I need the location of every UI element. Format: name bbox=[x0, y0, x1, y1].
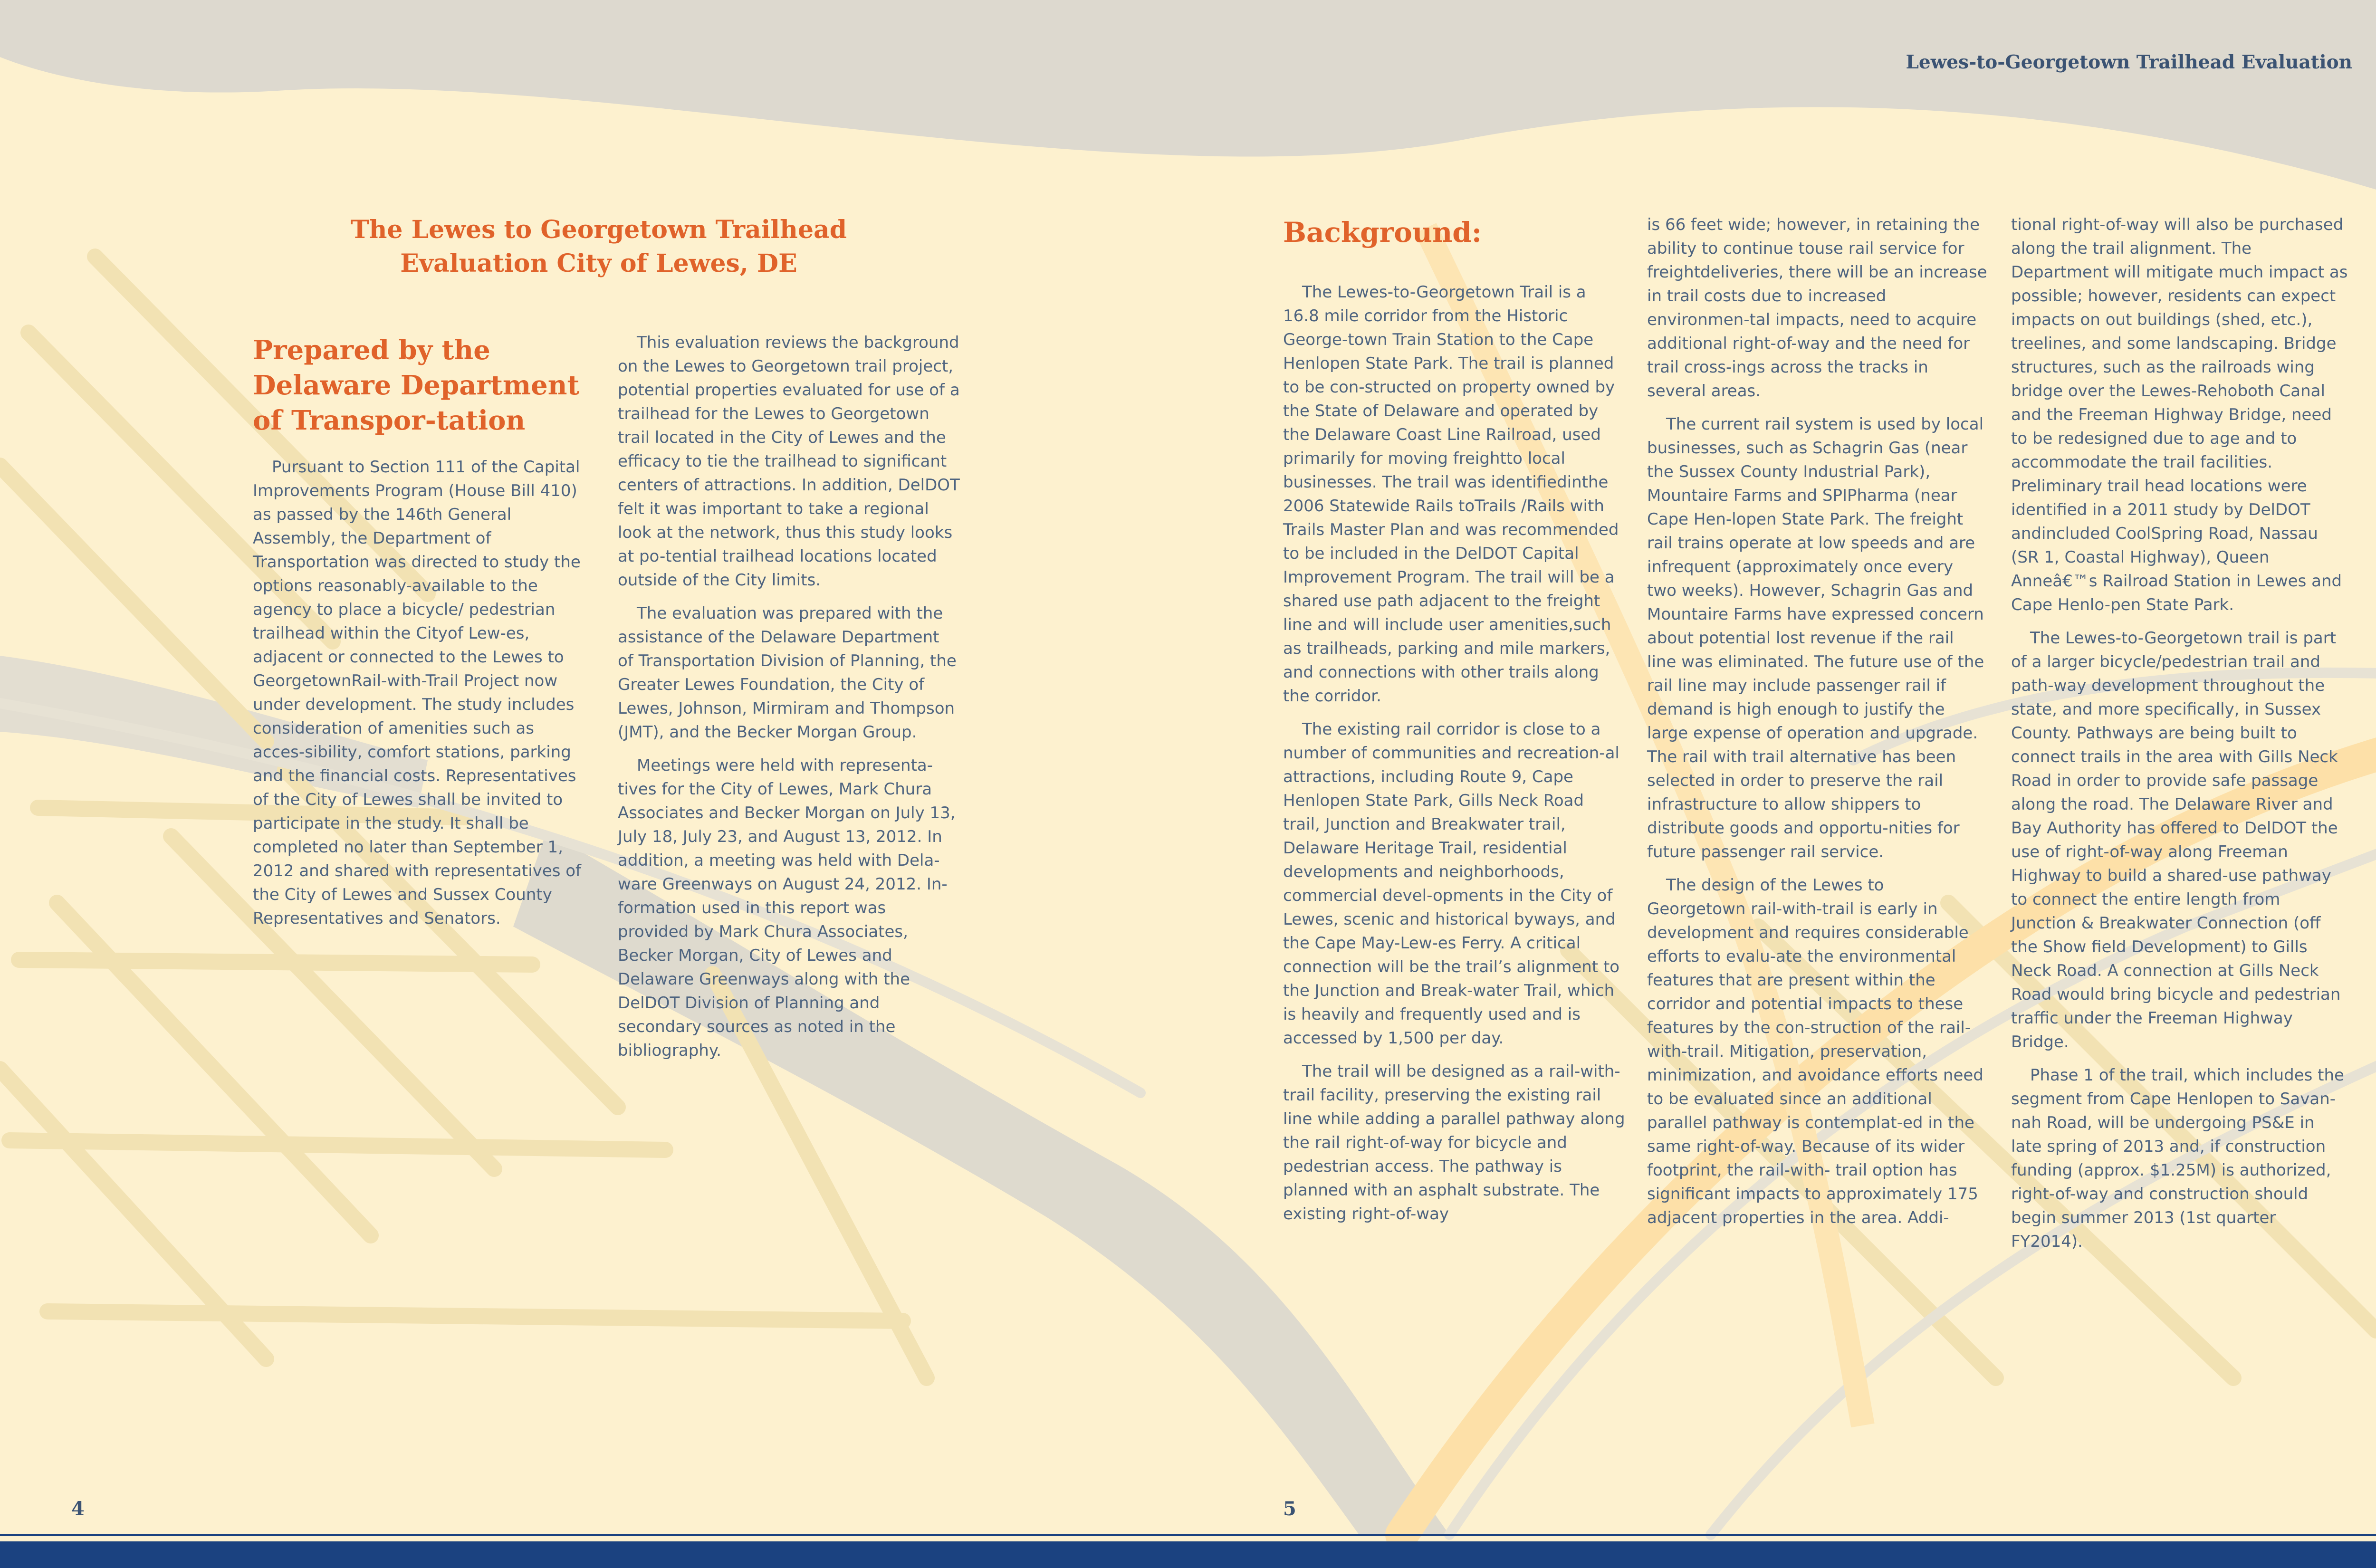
paragraph: The trail will be designed as a rail-with-trail facility, preserving the existing rail line while adding a parallel pathway along the rail right-of-way for bicycle and pedestrian access. The pathway is planned with an asphalt substrate. The existing right-of-way bbox=[1283, 1062, 1625, 1224]
paragraph: Phase 1 of the trail, which includes the segment from Cape Henlopen to Savan-nah Road, will be undergoing PS&E in late spring of 2013 and, if construction funding (approx. $1.25M) is authorized, right-of-way and construction should begin summer 2013 (1st quarter FY2014). bbox=[2011, 1066, 2344, 1251]
paragraph: Meetings were held with representa-tives for the City of Lewes, Mark Chura Associates and Becker Morgan on July 13, July 18, July 23, and August 13, 2012. In addition, a meeting was held with Dela-ware Greenways on August 24, 2012. In-formation used in this report was provided by Mark Chura Associates, Becker Morgan, City of Lewes and Delaware Greenways along with the DelDOT Division of Planning and secondary sources as noted in the bibliography. bbox=[618, 756, 956, 1060]
page-number-left: 4 bbox=[71, 1498, 85, 1520]
paragraph: The Lewes-to-Georgetown trail is part of a larger bicycle/pedestrian trail and path-way development throughout the state, and more specifically, in Sussex County. Pathways are being built to connect trails in the area with Gills Neck Road in order to provide safe passage along the road. The Delaware River and Bay Authority has offered to DelDOT the use of right-of-way along Freeman Highway to build a shared-use pathway to connect the entire length from Junction & Breakwater Connection (off the Show field Development) to Gills Neck Road. A connection at Gills Neck Road would bring bicycle and pedestrian traffic under the Freeman Highway Bridge. bbox=[2011, 629, 2341, 1052]
text-column-left-a bbox=[253, 455, 583, 940]
paragraph: The current rail system is used by local businesses, such as Schagrin Gas (near the Sussex County Industrial Park), Mountaire Farms and SPIPharma (near Cape Hen-lopen State Park. The freight rail trains operate at low speeds and are infrequent (approximately once every two weeks). However, Schagrin Gas and Mountaire Farms have expressed concern about potential lost revenue if the rail line was eliminated. The future use of the rail line may include passenger rail if demand is high enough to justify the large expense of operation and upgrade. The rail with trail alternative has been selected in order to preserve the rail infrastructure to allow shippers to distribute goods and opportu-nities for future passenger rail service. bbox=[1647, 415, 1984, 861]
paragraph: The design of the Lewes to Georgetown rail-with-trail is early in development and requires considerable efforts to evalu-ate the environmental features that are present within the corridor and potential impacts to these features by the con-struction of the rail-with-trail. Mitigation, preservation, minimization, and avoidance efforts need to be evaluated since an additional parallel pathway is contemplat-ed in the same right-of-way. Because of its wider footprint, the rail-with- trail option has significant impacts to approximately 175 adjacent properties in the area. Addi- bbox=[1647, 876, 1983, 1227]
background-heading: Background: bbox=[1283, 216, 1482, 249]
paragraph: This evaluation reviews the background on the Lewes to Georgetown trail project, potential properties evaluated for use of a trailhead for the Lewes to Georgetown trail located in the City of Lewes and the efficacy to tie the trailhead to significant centers of attractions. In addition, DelDOT felt it was important to take a regional look at the network, thus this study looks at po-tential trailhead locations located outside of the City limits. bbox=[618, 333, 960, 590]
paragraph: The evaluation was prepared with the assistance of the Delaware Department of Transportation Division of Planning, the Greater Lewes Foundation, the City of Lewes, Johnson, Mirmiram and Thompson (JMT), and the Becker Morgan Group. bbox=[618, 604, 957, 742]
paragraph: Pursuant to Section 111 of the Capital Improvements Program (House Bill 410) as passed by the 146th General Assembly, the Department of Transportation was directed to study the options reasonably-available to the agency to place a bicycle/ pedestrian trailhead within the Cityof Lew-es, adjacent or connected to the Lewes to GeorgetownRail-with-Trail Project now under development. The study includes consideration of amenities such as acces-sibility, comfort stations, parking and the financial costs. Representatives of the City of Lewes shall be invited to participate in the study. It shall be completed no later than September 1, 2012 and shared with representatives of the City of Lewes and Sussex County Representatives and Senators. bbox=[253, 458, 582, 928]
paragraph: is 66 feet wide; however, in retaining the ability to continue touse rail service for freightdeliveries, there will be an increase in trail costs due to increased environmen-tal impacts, need to acquire additional right-of-way and the need for trail cross-ings across the tracks in several areas. bbox=[1647, 215, 1987, 401]
text-column-right-d bbox=[1647, 213, 1987, 1239]
text-column-left-b bbox=[618, 331, 960, 1072]
text-column-right-e bbox=[2011, 213, 2349, 1263]
footer-rule bbox=[0, 1534, 2376, 1536]
running-header: Lewes-to-Georgetown Trailhead Evaluation bbox=[1906, 51, 2352, 73]
document-title: The Lewes to Georgetown Trailhead Evaluation City of Lewes, DE bbox=[350, 215, 847, 278]
paragraph: The Lewes-to-Georgetown Trail is a 16.8 mile corridor from the Historic George-town Train Station to the Cape Henlopen State Park. The trail is planned to be con-structed on property owned by the State of Delaware and operated by the Delaware Coast Line Railroad, used primarily for moving freightto local businesses. The trail was identifiedinthe 2006 Statewide Rails toTrails /Rails with Trails Master Plan and was recommended to be included in the DelDOT Capital Improvement Program. The trail will be a shared use path adjacent to the freight line and will include user amenities,such as trailheads, parking and mile markers, and connections with other trails along the corridor. bbox=[1283, 283, 1619, 706]
footer-band bbox=[0, 1541, 2376, 1568]
map-water-top bbox=[0, 0, 2376, 204]
text-column-right-c bbox=[1283, 280, 1625, 1235]
paragraph: tional right-of-way will also be purchased along the trail alignment. The Department will mitigate much impact as possible; however, residents can expect impacts on out buildings (shed, etc.), treelines, and some landscaping. Bridge structures, such as the railroads wing bridge over the Lewes-Rehoboth Canal and the Freeman Highway Bridge, need to be redesigned due to age and to accommodate the trail facilities. Preliminary trail head locations were identified in a 2011 study by DelDOT andincluded CoolSpring Road, Nassau (SR 1, Coastal Highway), Queen Anneâ€™s Railroad Station in Lewes and Cape Henlo-pen State Park. bbox=[2011, 215, 2348, 614]
paragraph: The existing rail corridor is close to a number of communities and recreation-al attractions, including Route 9, Cape Henlopen State Park, Gills Neck Road trail, Junction and Breakwater trail, Delaware Heritage Trail, residential developments and neighborhoods, commercial devel-opments in the City of Lewes, scenic and historical byways, and the Cape May-Lew-es Ferry. A critical connection will be the trail’s alignment to the Junction and Break-water Trail, which is heavily and frequently used and is accessed by 1,500 per day. bbox=[1283, 720, 1620, 1048]
page-number-right: 5 bbox=[1283, 1498, 1296, 1520]
prepared-by-heading: Prepared by the Delaware Department of Transpor-tation bbox=[253, 335, 580, 436]
